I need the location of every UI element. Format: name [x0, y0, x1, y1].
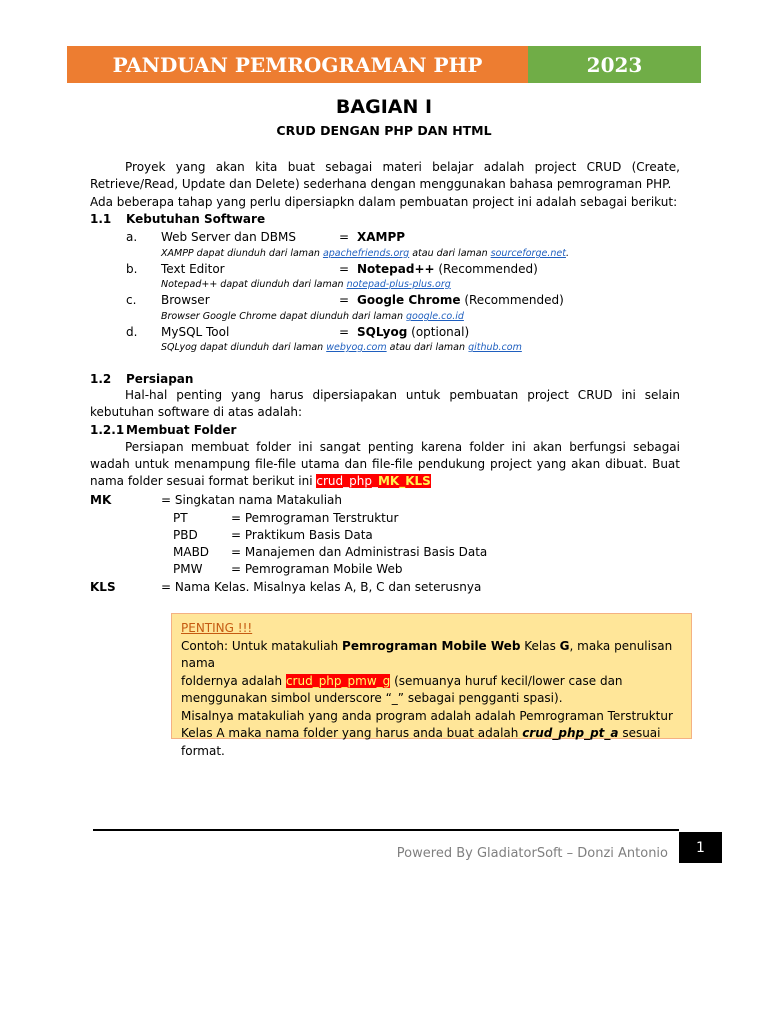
list-item-equals: = [339, 293, 350, 307]
header-year: 2023 [528, 46, 701, 83]
course-description: = Pemrograman Terstruktur [231, 511, 399, 525]
kls-description: = Nama Kelas. Misalnya kelas A, B, C dan seterusnya [161, 580, 482, 594]
download-note: XAMPP dapat diunduh dari laman apachefriends.org atau dari laman sourceforge.net. [161, 248, 569, 259]
section-paragraph: Hal-hal penting yang harus dipersiapakan untuk pembuatan project CRUD ini selain kebutuhan software di atas adalah: [90, 388, 680, 420]
footer-divider [93, 829, 679, 831]
list-item-value: Google Chrome (Recommended) [357, 293, 564, 307]
chapter-title: BAGIAN I [335, 96, 433, 118]
list-item-letter: b. [126, 262, 138, 276]
subsection-paragraph: Persiapan membuat folder ini sangat penting karena folder ini akan berfungsi sebagai wadah untuk menampung file-file utama dan file-file pendukung project yang akan dibuat. Buat nama folder sesuai format berikut ini crud_php_MK_KLS [90, 440, 680, 489]
link-notepad-plus-plus[interactable]: notepad-plus-plus.org [346, 279, 451, 290]
course-code: MABD [173, 545, 210, 559]
intro-paragraph-2: Ada beberapa tahap yang perlu dipersiapkn dalam pembuatan project ini adalah sebagai berikut: [90, 195, 678, 209]
callout-line: Misalnya matakuliah yang anda program adalah adalah Pemrograman Terstruktur [181, 708, 673, 723]
folder-format-highlight: crud_php_MK_KLS [316, 474, 431, 489]
subsection-number: 1.2.1 [90, 423, 125, 437]
callout-line: Kelas A maka nama folder yang harus anda buat adalah crud_php_pt_a sesuai format. [181, 726, 661, 758]
list-item-letter: d. [126, 325, 138, 339]
list-item-value: XAMPP [357, 230, 406, 244]
mk-label: MK [90, 493, 112, 507]
page-header [67, 46, 701, 83]
callout-line: foldernya adalah crud_php_pmw_g (semuanya huruf kecil/lower case dan [181, 673, 623, 688]
download-note: SQLyog dapat diunduh dari laman webyog.com atau dari laman github.com [161, 342, 522, 353]
footer-credit: Powered By GladiatorSoft – Donzi Antonio [396, 846, 668, 861]
course-code: PMW [173, 562, 203, 576]
list-item-name: Browser [161, 293, 210, 307]
course-description: = Praktikum Basis Data [231, 528, 373, 542]
section-heading: Persiapan [126, 372, 194, 386]
download-note: Browser Google Chrome dapat diunduh dari laman google.co.id [161, 311, 464, 322]
mk-description: = Singkatan nama Matakuliah [161, 493, 343, 507]
course-description: = Pemrograman Mobile Web [231, 562, 403, 576]
subsection-heading: Membuat Folder [126, 423, 237, 437]
list-item-value: Notepad++ (Recommended) [357, 262, 538, 276]
list-item-equals: = [339, 325, 350, 339]
link-apachefriends[interactable]: apachefriends.org [322, 248, 410, 259]
important-callout [171, 613, 692, 758]
callout-line: menggunakan simbol underscore “_” sebagai pengganti spasi). [181, 691, 563, 705]
link-google[interactable]: google.co.id [405, 311, 464, 322]
section-number: 1.2 [90, 372, 112, 386]
example-folder-name: crud_php_pmw_g [285, 673, 391, 688]
list-item-name: Web Server dan DBMS [161, 230, 296, 244]
section-heading: Kebutuhan Software [126, 212, 266, 226]
page-number: 1 [679, 832, 722, 863]
callout-warning-title: PENTING !!! [181, 621, 253, 635]
list-item-name: Text Editor [161, 262, 225, 276]
list-item-value: SQLyog (optional) [357, 325, 470, 339]
chapter-subtitle: CRUD DENGAN PHP DAN HTML [276, 123, 492, 138]
list-item-letter: c. [126, 293, 137, 307]
list-item-name: MySQL Tool [161, 325, 230, 339]
intro-paragraph: Proyek yang akan kita buat sebagai materi belajar adalah project CRUD (Create, Retrieve/Read, Update dan Delete) sederhana dengan menggunakan bahasa pemrograman PHP. [90, 160, 680, 192]
list-item-letter: a. [126, 230, 138, 244]
download-note: Notepad++ dapat diunduh dari laman notepad-plus-plus.org [161, 279, 451, 290]
course-code: PBD [173, 528, 198, 542]
link-webyog[interactable]: webyog.com [326, 342, 387, 353]
list-item-equals: = [339, 230, 350, 244]
header-title: PANDUAN PEMROGRAMAN PHP [67, 46, 528, 83]
section-number: 1.1 [90, 212, 112, 226]
kls-label: KLS [90, 580, 116, 594]
link-sourceforge[interactable]: sourceforge.net [490, 248, 566, 259]
callout-line: Contoh: Untuk matakuliah Pemrograman Mobile Web Kelas G, maka penulisan nama [181, 638, 673, 670]
course-code: PT [173, 511, 188, 525]
list-item-equals: = [339, 262, 350, 276]
course-description: = Manajemen dan Administrasi Basis Data [231, 545, 488, 559]
link-github[interactable]: github.com [468, 342, 522, 353]
